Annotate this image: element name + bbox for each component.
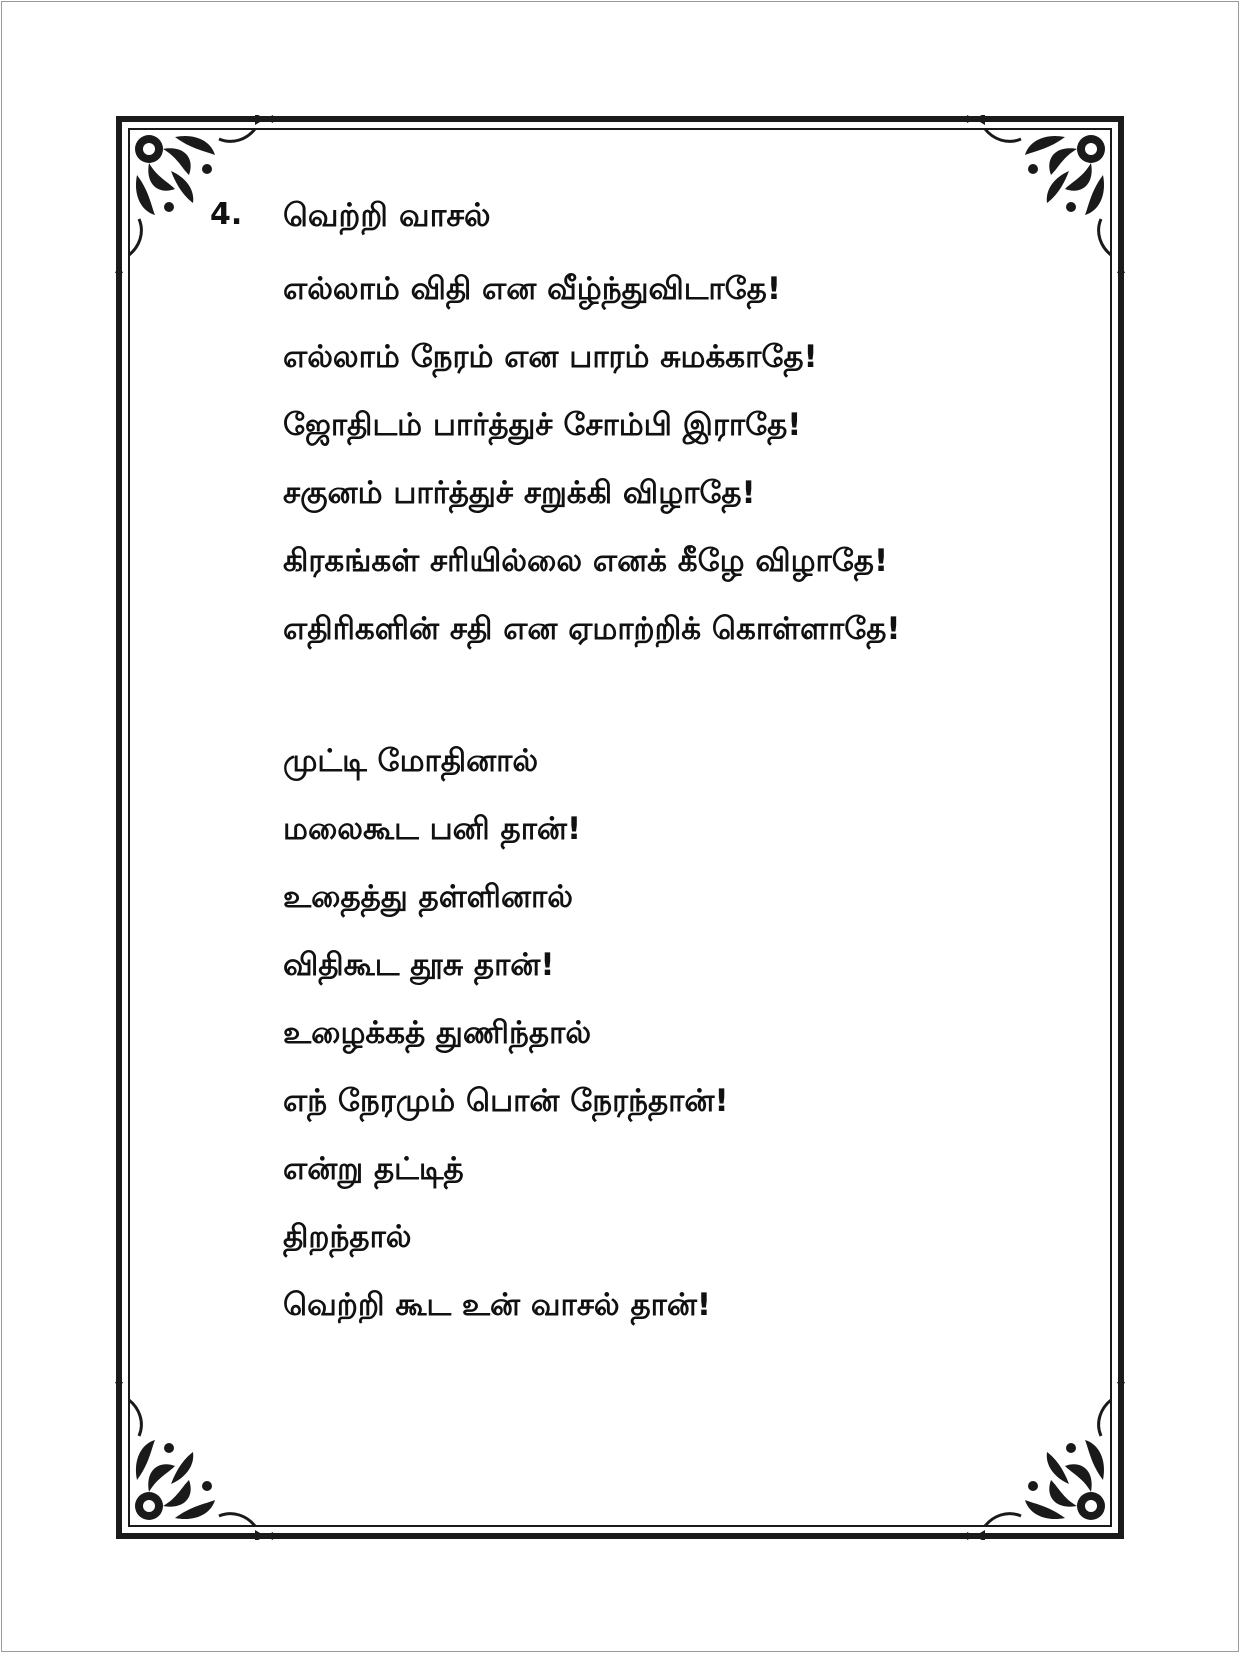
poem-line: எல்லாம் விதி என வீழ்ந்துவிடாதே! — [283, 271, 781, 307]
poem-line: திறந்தால் — [283, 1219, 412, 1255]
poem-line: முட்டி மோதினால் — [283, 743, 539, 779]
poem-line: என்று தட்டித் — [283, 1151, 464, 1187]
stanza-one — [283, 255, 901, 663]
poem-title: வெற்றி வாசல் — [283, 196, 491, 234]
poem — [115, 115, 1125, 1540]
poem-line: உழைக்கத் துணிந்தால் — [283, 1015, 592, 1051]
poem-line: சகுனம் பார்த்துச் சறுக்கி விழாதே! — [283, 475, 756, 511]
poem-line: வெற்றி கூட உன் வாசல் தான்! — [283, 1287, 712, 1323]
poem-line: விதிகூட தூசு தான்! — [283, 947, 555, 983]
poem-line: எதிரிகளின் சதி என ஏமாற்றிக் கொள்ளாதே! — [283, 611, 901, 647]
poem-line: எல்லாம் நேரம் என பாரம் சுமக்காதே! — [283, 339, 818, 375]
poem-line: ஜோதிடம் பார்த்துச் சோம்பி இராதே! — [283, 407, 802, 443]
poem-line: உதைத்து தள்ளினால் — [283, 879, 573, 915]
poem-number: 4. — [210, 197, 243, 232]
poem-line: எந் நேரமும் பொன் நேரந்தான்! — [283, 1083, 729, 1119]
ornamental-frame — [115, 115, 1125, 1540]
poem-line: மலைகூட பனி தான்! — [283, 811, 582, 847]
poem-line: கிரகங்கள் சரியில்லை எனக் கீழே விழாதே! — [283, 543, 889, 579]
stanza-two — [283, 727, 729, 1339]
